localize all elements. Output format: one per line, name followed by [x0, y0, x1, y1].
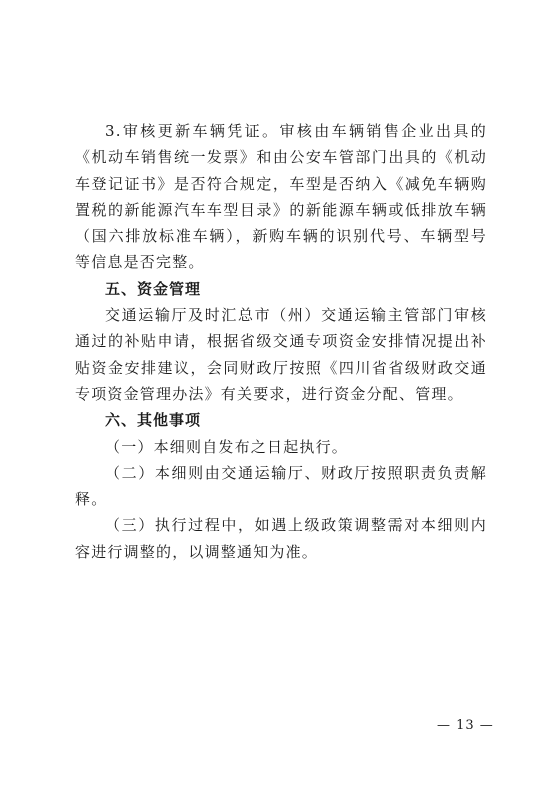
document-body	[75, 118, 487, 565]
section-heading-fund-management: 五、资金管理	[105, 279, 202, 298]
paragraph-other-matters-1: （一）本细则自发布之日起执行。	[105, 437, 349, 456]
page-number: — 13 —	[437, 718, 494, 733]
section-heading-other-matters: 六、其他事项	[105, 411, 202, 430]
paragraph-vehicle-verification: 3.审核更新车辆凭证。审核由车辆销售企业出具的《机动车销售统一发票》和由公安车管部门出具的《机动车登记证书》是否符合规定，车型是否纳入《减免车辆购置税的新能源汽车车型目录》的新能源车辆或低排放车辆（国六排放标准车辆），新购车辆的识别代号、车辆型号等信息是否完整。	[75, 122, 487, 272]
paragraph-other-matters-2: （二）本细则由交通运输厅、财政厅按照职责负责解释。	[75, 463, 487, 509]
paragraph-other-matters-3: （三）执行过程中，如遇上级政策调整需对本细则内容进行调整的，以调整通知为准。	[75, 516, 487, 561]
paragraph-fund-management: 交通运输厅及时汇总市（州）交通运输主管部门审核通过的补贴申请，根据省级交通专项资金安排情况提出补贴资金安排建议，会同财政厅按照《四川省省级财政交通专项资金管理办法》有关要求，进行资金分配、管理。	[75, 306, 487, 403]
